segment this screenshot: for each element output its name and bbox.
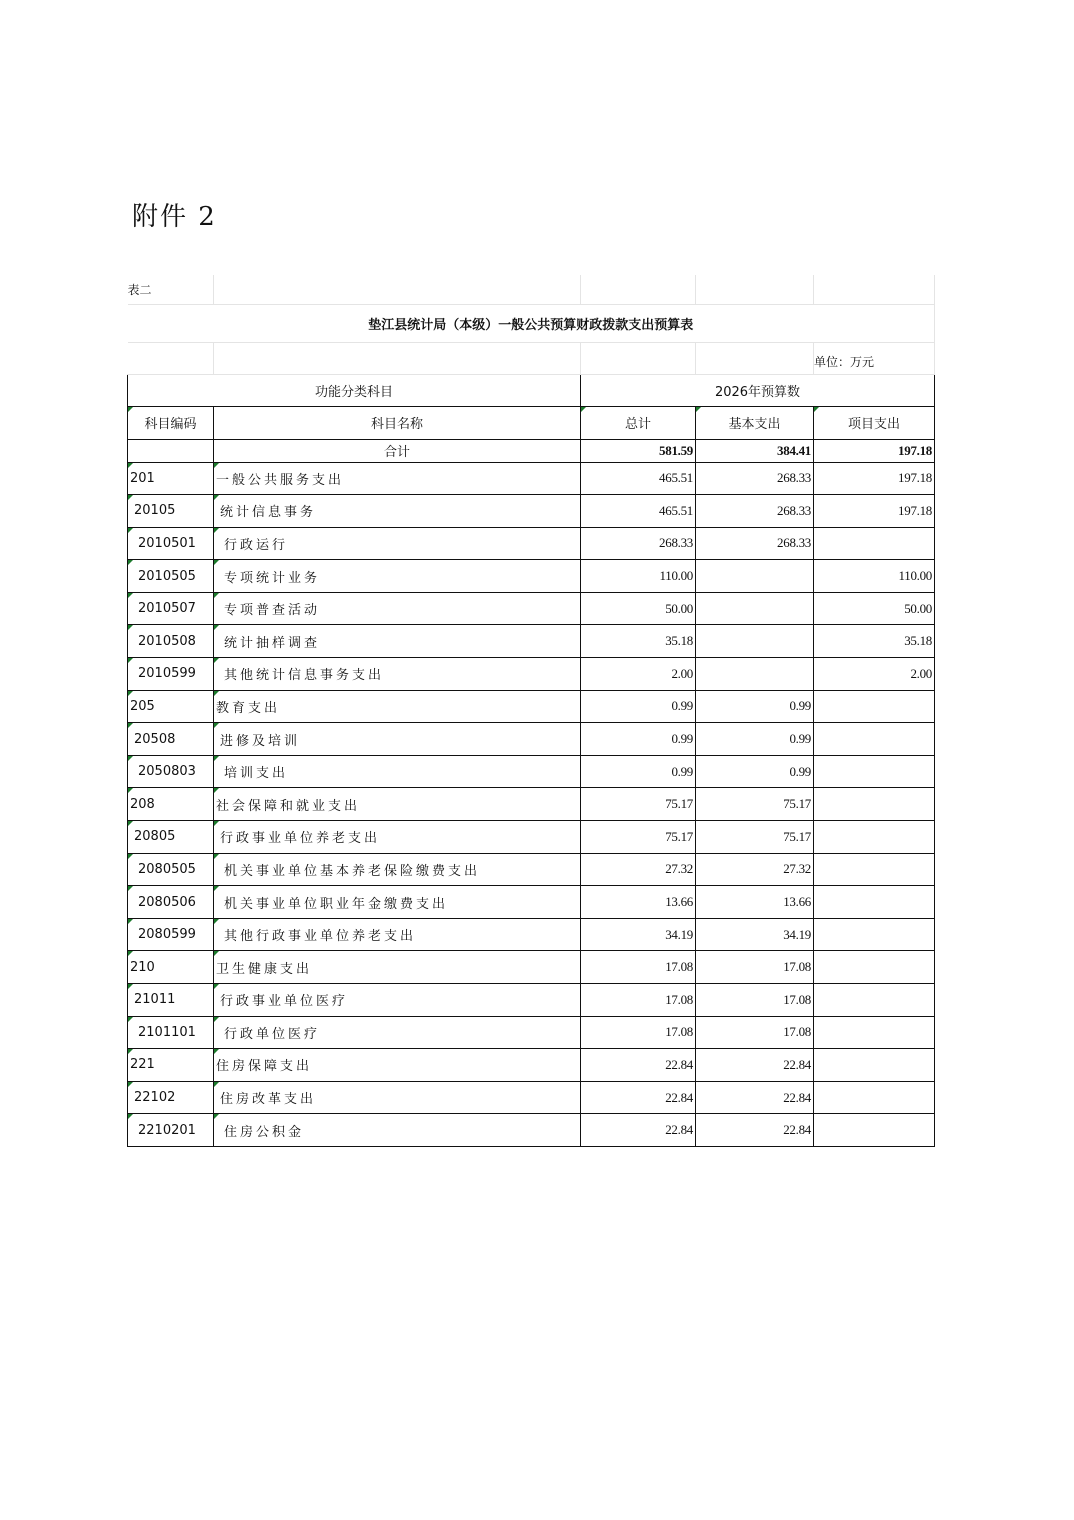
row-name: 住房公积金 bbox=[214, 1114, 581, 1147]
row-basic: 75.17 bbox=[696, 788, 814, 821]
row-code: 2080506 bbox=[128, 886, 214, 919]
row-code: 2210201 bbox=[128, 1114, 214, 1147]
row-code: 208 bbox=[128, 788, 214, 821]
unit-label: 单位：万元 bbox=[814, 342, 935, 374]
row-basic bbox=[696, 560, 814, 593]
row-name: 行政运行 bbox=[214, 527, 581, 560]
row-total: 34.19 bbox=[581, 918, 696, 951]
row-basic: 13.66 bbox=[696, 886, 814, 919]
row-code: 2010505 bbox=[128, 560, 214, 593]
row-basic: 34.19 bbox=[696, 918, 814, 951]
row-basic: 75.17 bbox=[696, 821, 814, 854]
row-total: 110.00 bbox=[581, 560, 696, 593]
row-project bbox=[814, 755, 935, 788]
header-project: 项目支出 bbox=[814, 406, 935, 439]
row-project: 35.18 bbox=[814, 625, 935, 658]
row-project bbox=[814, 984, 935, 1017]
row-code: 2010508 bbox=[128, 625, 214, 658]
table-row bbox=[128, 560, 935, 593]
row-project bbox=[814, 723, 935, 756]
row-name: 专项统计业务 bbox=[214, 560, 581, 593]
row-name: 行政单位医疗 bbox=[214, 1016, 581, 1049]
row-basic: 268.33 bbox=[696, 527, 814, 560]
row-code: 2080599 bbox=[128, 918, 214, 951]
row-name: 其他统计信息事务支出 bbox=[214, 658, 581, 691]
row-basic bbox=[696, 658, 814, 691]
row-code: 2050803 bbox=[128, 755, 214, 788]
table-row bbox=[128, 788, 935, 821]
row-total: 17.08 bbox=[581, 984, 696, 1017]
row-project bbox=[814, 1081, 935, 1114]
row-name: 住房保障支出 bbox=[214, 1049, 581, 1082]
row-project bbox=[814, 951, 935, 984]
table-row bbox=[128, 1049, 935, 1082]
summary-basic: 384.41 bbox=[696, 439, 814, 462]
row-basic: 22.84 bbox=[696, 1081, 814, 1114]
header-name: 科目名称 bbox=[214, 406, 581, 439]
table-row bbox=[128, 1016, 935, 1049]
row-code: 205 bbox=[128, 690, 214, 723]
row-name: 统计抽样调查 bbox=[214, 625, 581, 658]
row-code: 201 bbox=[128, 462, 214, 495]
row-total: 22.84 bbox=[581, 1081, 696, 1114]
table-title: 垫江县统计局（本级）一般公共预算财政拨款支出预算表 bbox=[128, 304, 935, 342]
row-total: 465.51 bbox=[581, 462, 696, 495]
row-total: 17.08 bbox=[581, 951, 696, 984]
row-project: 197.18 bbox=[814, 495, 935, 528]
row-code: 2101101 bbox=[128, 1016, 214, 1049]
row-project bbox=[814, 527, 935, 560]
row-name: 机关事业单位职业年金缴费支出 bbox=[214, 886, 581, 919]
row-basic: 0.99 bbox=[696, 723, 814, 756]
table-label: 表二 bbox=[128, 275, 214, 304]
attachment-label: 附件 2 bbox=[132, 202, 217, 232]
row-basic: 22.84 bbox=[696, 1049, 814, 1082]
table-row bbox=[128, 690, 935, 723]
row-code: 20508 bbox=[128, 723, 214, 756]
row-total: 0.99 bbox=[581, 755, 696, 788]
row-name: 一般公共服务支出 bbox=[214, 462, 581, 495]
table-row bbox=[128, 592, 935, 625]
row-project bbox=[814, 918, 935, 951]
row-name: 统计信息事务 bbox=[214, 495, 581, 528]
table-row bbox=[128, 1114, 935, 1147]
row-project bbox=[814, 1049, 935, 1082]
row-total: 13.66 bbox=[581, 886, 696, 919]
row-total: 22.84 bbox=[581, 1049, 696, 1082]
table-row bbox=[128, 625, 935, 658]
row-total: 0.99 bbox=[581, 723, 696, 756]
row-basic: 268.33 bbox=[696, 462, 814, 495]
row-project bbox=[814, 1114, 935, 1147]
row-total: 75.17 bbox=[581, 821, 696, 854]
row-name: 其他行政事业单位养老支出 bbox=[214, 918, 581, 951]
header-total: 总计 bbox=[581, 406, 696, 439]
row-name: 社会保障和就业支出 bbox=[214, 788, 581, 821]
summary-project: 197.18 bbox=[814, 439, 935, 462]
summary-total: 581.59 bbox=[581, 439, 696, 462]
row-basic bbox=[696, 625, 814, 658]
row-code: 2010501 bbox=[128, 527, 214, 560]
row-name: 教育支出 bbox=[214, 690, 581, 723]
table-row bbox=[128, 723, 935, 756]
table-row bbox=[128, 951, 935, 984]
header-basic: 基本支出 bbox=[696, 406, 814, 439]
row-project bbox=[814, 886, 935, 919]
row-basic bbox=[696, 592, 814, 625]
row-basic: 17.08 bbox=[696, 951, 814, 984]
row-total: 268.33 bbox=[581, 527, 696, 560]
row-name: 机关事业单位基本养老保险缴费支出 bbox=[214, 853, 581, 886]
row-code: 2010507 bbox=[128, 592, 214, 625]
header-budget-year: 2026年预算数 bbox=[581, 374, 935, 406]
header-function-category: 功能分类科目 bbox=[128, 374, 581, 406]
row-code: 2080505 bbox=[128, 853, 214, 886]
row-project bbox=[814, 853, 935, 886]
table-row bbox=[128, 462, 935, 495]
row-code: 221 bbox=[128, 1049, 214, 1082]
table-row bbox=[128, 755, 935, 788]
table-row bbox=[128, 658, 935, 691]
table-row bbox=[128, 821, 935, 854]
row-code: 20105 bbox=[128, 495, 214, 528]
table-row bbox=[128, 886, 935, 919]
row-project bbox=[814, 821, 935, 854]
row-name: 行政事业单位医疗 bbox=[214, 984, 581, 1017]
row-code: 20805 bbox=[128, 821, 214, 854]
row-name: 培训支出 bbox=[214, 755, 581, 788]
row-basic: 22.84 bbox=[696, 1114, 814, 1147]
row-total: 22.84 bbox=[581, 1114, 696, 1147]
row-code: 2010599 bbox=[128, 658, 214, 691]
row-code: 210 bbox=[128, 951, 214, 984]
row-total: 75.17 bbox=[581, 788, 696, 821]
row-total: 0.99 bbox=[581, 690, 696, 723]
row-name: 住房改革支出 bbox=[214, 1081, 581, 1114]
row-project: 2.00 bbox=[814, 658, 935, 691]
row-project bbox=[814, 1016, 935, 1049]
row-total: 35.18 bbox=[581, 625, 696, 658]
row-basic: 17.08 bbox=[696, 984, 814, 1017]
row-total: 50.00 bbox=[581, 592, 696, 625]
row-basic: 27.32 bbox=[696, 853, 814, 886]
row-name: 进修及培训 bbox=[214, 723, 581, 756]
table-row bbox=[128, 918, 935, 951]
summary-label: 合计 bbox=[214, 439, 581, 462]
row-project: 50.00 bbox=[814, 592, 935, 625]
row-name: 卫生健康支出 bbox=[214, 951, 581, 984]
row-total: 17.08 bbox=[581, 1016, 696, 1049]
table-row bbox=[128, 527, 935, 560]
header-code: 科目编码 bbox=[128, 406, 214, 439]
row-basic: 17.08 bbox=[696, 1016, 814, 1049]
row-total: 27.32 bbox=[581, 853, 696, 886]
row-code: 22102 bbox=[128, 1081, 214, 1114]
row-project: 197.18 bbox=[814, 462, 935, 495]
budget-table bbox=[127, 275, 935, 1147]
row-basic: 0.99 bbox=[696, 690, 814, 723]
row-name: 专项普查活动 bbox=[214, 592, 581, 625]
row-project bbox=[814, 690, 935, 723]
table-row bbox=[128, 1081, 935, 1114]
table-row bbox=[128, 853, 935, 886]
row-name: 行政事业单位养老支出 bbox=[214, 821, 581, 854]
row-basic: 268.33 bbox=[696, 495, 814, 528]
row-basic: 0.99 bbox=[696, 755, 814, 788]
table-row bbox=[128, 495, 935, 528]
row-code: 21011 bbox=[128, 984, 214, 1017]
row-project bbox=[814, 788, 935, 821]
table-row bbox=[128, 984, 935, 1017]
row-total: 465.51 bbox=[581, 495, 696, 528]
row-total: 2.00 bbox=[581, 658, 696, 691]
summary-row bbox=[128, 439, 935, 462]
row-project: 110.00 bbox=[814, 560, 935, 593]
